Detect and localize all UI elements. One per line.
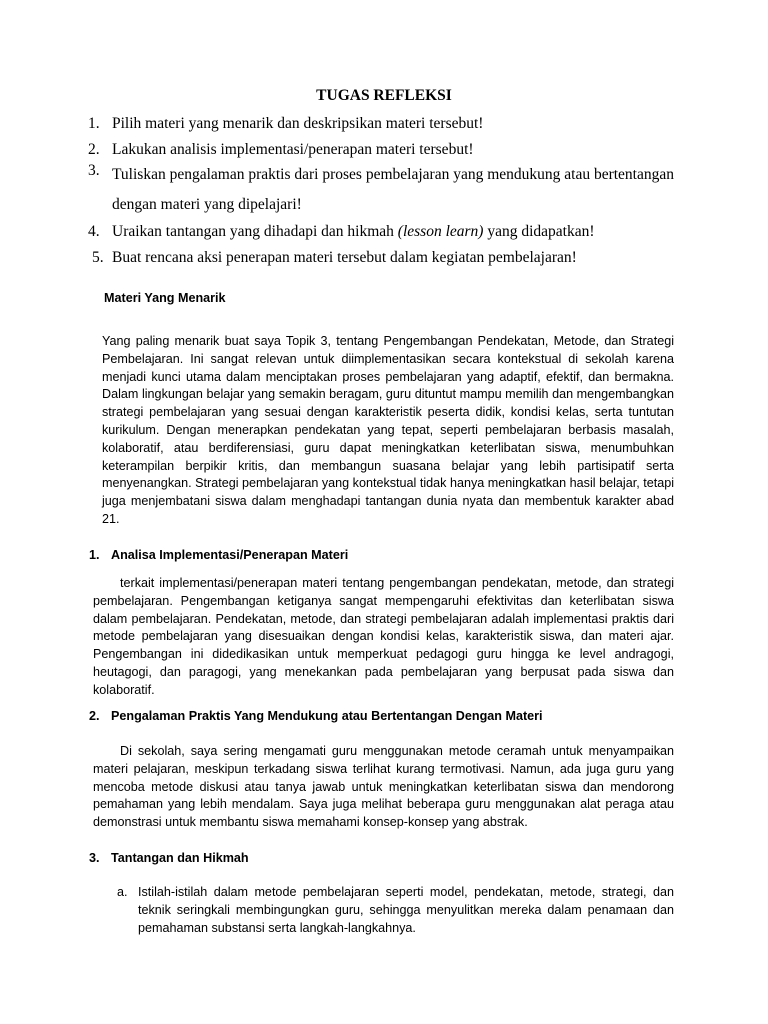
list-item-text: Istilah-istilah dalam metode pembelajaran seperti model, pendekatan, metode, strategi, dan teknik seringkali membingungkan guru, sehingga menyulitkan mereka dalam penamaan dan pemahaman substansi serta langkah-langkahnya. — [138, 885, 674, 935]
section-title: Pengalaman Praktis Yang Mendukung atau Bertentangan Dengan Materi — [111, 709, 543, 723]
section-number: 2. — [89, 709, 100, 723]
list-item-letter: a. — [117, 885, 128, 899]
materi-paragraph: Yang paling menarik buat saya Topik 3, tentang Pengembangan Pendekatan, Metode, dan Strategi Pembelajaran. Ini sangat relevan untuk diimplementasikan secara kontekstual di sekolah karena menjadi kunci utama dalam menciptakan proses pembelajaran yang adaptif, efektif, dan bermakna. Dalam lingkungan belajar yang semakin beragam, guru dituntut mampu memilih dan mengembangkan strategi pembelajaran yang sesuai dengan karakteristik peserta didik, kondisi kelas, serta tuntutan kurikulum. Dengan menerapkan pendekatan yang tepat, seperti pembelajaran berbasis masalah, kolaboratif, atau berdiferensiasi, guru dapat meningkatkan keterlibatan siswa, menumbuhkan keterampilan berpikir kritis, dan membangun suasana belajar yang lebih partisipatif serta menyenangkan. Strategi pembelajaran yang kontekstual tidak hanya meningkatkan hasil belajar, tetapi juga menjembatani siswa dalam menghadapi tantangan dunia nyata dan membentuk karakter abad 21. — [102, 334, 674, 526]
task-text: Lakukan analisis implementasi/penerapan materi tersebut! — [112, 141, 474, 158]
task-item — [88, 219, 688, 244]
task-number: 2. — [88, 141, 100, 158]
task-text-italic: (lesson learn) — [397, 223, 484, 240]
task-item — [88, 137, 688, 162]
section-title: Tantangan dan Hikmah — [111, 851, 249, 865]
analisa-paragraph: terkait implementasi/penerapan materi tentang pengembangan pendekatan, metode, dan strategi pembelajaran. Pengembangan ketiganya sangat mempengaruhi efektivitas dan keterlibatan siswa dalam pembelajaran. Pendekatan, metode, dan strategi pembelajaran adalah implementasi praktis dari metode pembelajaran yang disesuaikan dengan kondisi kelas, karakteristik siswa, dan materi ajar. Pengembangan ini didedikasikan untuk memperkuat pedagogi guru hingga ke level andragogi, heutagogi, dan paragogi, yang menekankan pada pembelajaran yang berpusat pada siswa dan kolaboratif. — [93, 576, 674, 697]
list-item — [117, 884, 674, 937]
materi-heading: Materi Yang Menarik — [104, 291, 226, 305]
task-list — [88, 111, 688, 270]
tantangan-list — [117, 884, 674, 937]
task-item — [88, 245, 688, 270]
task-number: 1. — [88, 115, 100, 132]
section-heading-pengalaman — [89, 709, 543, 723]
task-number: 5. — [92, 249, 104, 266]
task-item — [88, 160, 688, 220]
section-heading-analisa — [89, 548, 348, 562]
task-text: Uraikan tantangan yang dihadapi dan hikmah — [112, 223, 398, 240]
section-number: 1. — [89, 548, 100, 562]
task-text: Buat rencana aksi penerapan materi tersebut dalam kegiatan pembelajaran! — [112, 249, 577, 266]
task-text: Pilih materi yang menarik dan deskripsikan materi tersebut! — [112, 115, 484, 132]
task-number: 4. — [88, 223, 100, 240]
task-item — [88, 111, 688, 136]
task-number: 3. — [88, 162, 100, 179]
pengalaman-paragraph: Di sekolah, saya sering mengamati guru menggunakan metode ceramah untuk menyampaikan materi pelajaran, meskipun terkadang siswa terlihat kurang termotivasi. Namun, ada juga guru yang mencoba metode diskusi atau tanya jawab untuk meningkatkan keterlibatan siswa dan mendorong pemahaman yang lebih mendalam. Saya juga melihat beberapa guru menggunakan alat peraga atau demonstrasi untuk membantu siswa memahami konsep-konsep yang abstrak. — [93, 744, 674, 830]
page-title: TUGAS REFLEKSI — [316, 87, 452, 104]
task-text: yang didapatkan! — [483, 223, 595, 240]
section-title: Analisa Implementasi/Penerapan Materi — [111, 548, 349, 562]
section-number: 3. — [89, 851, 100, 865]
section-heading-tantangan — [89, 851, 249, 865]
task-text: Tuliskan pengalaman praktis dari proses pembelajaran yang mendukung atau bertentangan dengan materi yang dipelajari! — [112, 166, 674, 213]
